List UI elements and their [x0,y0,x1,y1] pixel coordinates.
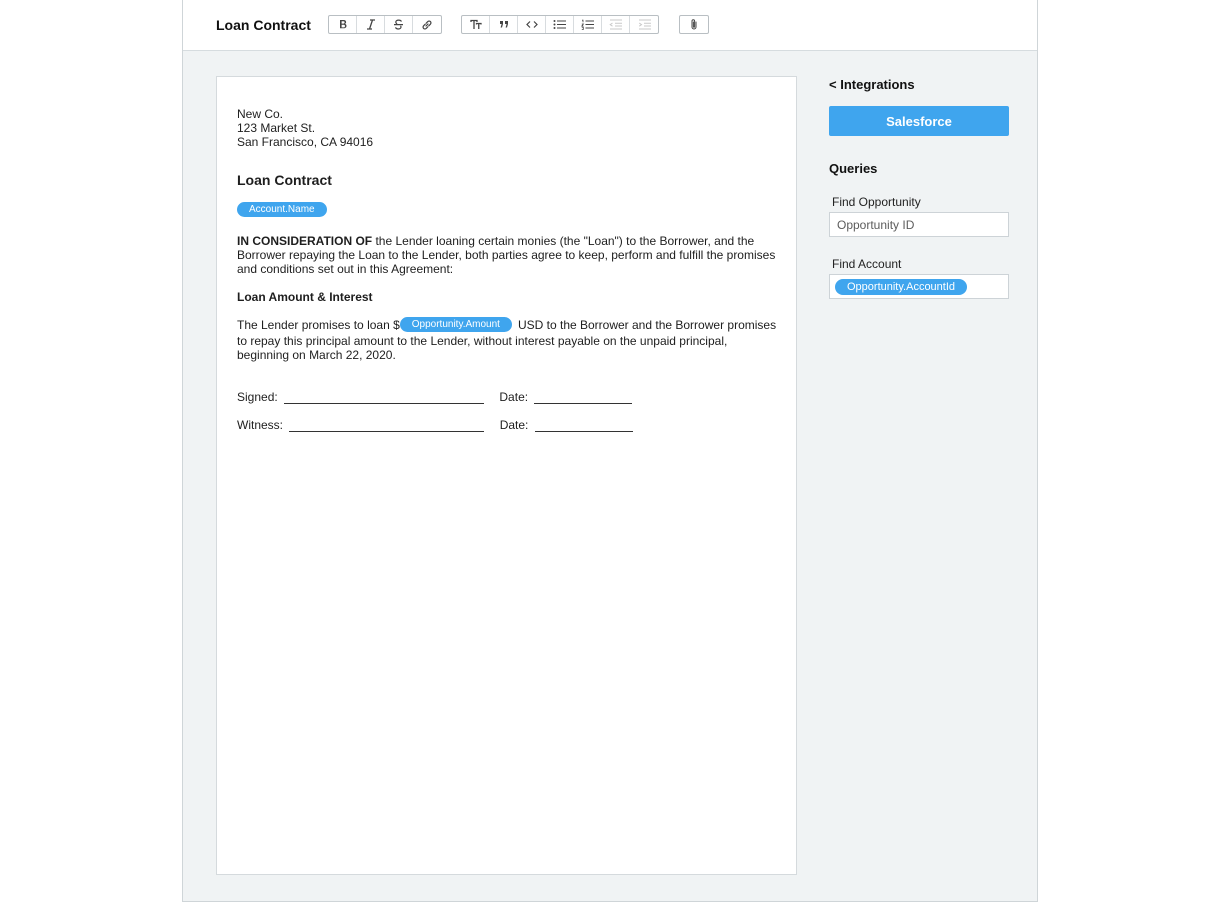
date-label: Date: [499,389,529,404]
text-size-icon [470,19,482,30]
opportunity-id-input[interactable] [829,212,1009,237]
find-account-label: Find Account [832,257,902,271]
opportunity-amount-field-tag[interactable]: Opportunity.Amount [400,317,512,332]
witness-line[interactable] [289,419,484,432]
bold-button[interactable] [329,16,357,33]
address-line-3: San Francisco, CA 94016 [237,135,374,149]
indent-icon [638,19,651,30]
attachment-toolbar-group [679,15,709,34]
signature-row [237,390,777,404]
editor-header [183,0,1037,51]
address-line-2: 123 Market St. [237,121,316,135]
opportunity-id-placeholder: Opportunity ID [837,217,915,232]
consideration-paragraph [237,234,777,276]
indent-button[interactable] [630,16,658,33]
witness-label: Witness: [237,417,284,432]
strikethrough-button[interactable] [385,16,413,33]
loan-suffix: USD to the Borrower and the Borrower promises to repay this principal amount to the Lender, without interest payable on the unpaid principal, beginning on March 22, 2020. [237,318,777,362]
signature-line[interactable] [284,391,484,404]
consideration-lead: IN CONSIDERATION OF [237,234,373,249]
strikethrough-icon [393,19,404,30]
witness-date-label: Date: [499,417,529,432]
quote-button[interactable] [490,16,518,33]
consideration-text: the Lender loaning certain monies (the "Loan") to the Borrower, and the Borrower repaying the Loan to the Lender, both parties agree to keep, perform and fulfill the promises and conditions set out in this Agreement: [237,234,776,277]
format-toolbar-group [328,15,442,34]
attachment-button[interactable] [680,16,708,33]
witness-date-line[interactable] [535,419,633,432]
bulleted-list-icon [553,19,566,30]
outdent-button[interactable] [602,16,630,33]
queries-heading: Queries [829,161,878,176]
block-toolbar-group [461,15,659,34]
account-id-input[interactable] [829,274,1009,299]
date-line[interactable] [534,391,632,404]
witness-row [237,418,777,432]
numbered-list-button[interactable] [574,16,602,33]
find-opportunity-label: Find Opportunity [832,195,921,209]
address-line-1: New Co. [237,107,284,121]
salesforce-button[interactable]: Salesforce [829,106,1009,136]
code-button[interactable] [518,16,546,33]
link-icon [421,19,433,31]
document-title: Loan Contract [216,17,311,33]
quote-icon [499,20,509,29]
contract-title: Loan Contract [237,172,332,188]
numbered-list-icon [581,19,594,30]
signed-label: Signed: [237,389,278,404]
italic-button[interactable] [357,16,385,33]
document-page[interactable] [216,76,797,875]
bold-icon [338,19,348,30]
loan-paragraph [237,318,777,361]
italic-icon [366,19,376,30]
outdent-icon [609,19,622,30]
link-button[interactable] [413,16,441,33]
bulleted-list-button[interactable] [546,16,574,33]
loan-amount-heading: Loan Amount & Interest [237,290,373,305]
back-to-integrations-link[interactable]: < Integrations [829,77,915,92]
account-name-field-tag[interactable]: Account.Name [237,202,327,217]
attachment-icon [689,18,699,31]
code-icon [526,20,538,29]
sender-address [237,107,777,149]
loan-prefix: The Lender promises to loan $ [237,318,400,333]
opportunity-account-id-tag[interactable]: Opportunity.AccountId [835,279,967,295]
app-window [182,0,1038,902]
text-size-button[interactable] [462,16,490,33]
document-content[interactable] [237,107,777,432]
